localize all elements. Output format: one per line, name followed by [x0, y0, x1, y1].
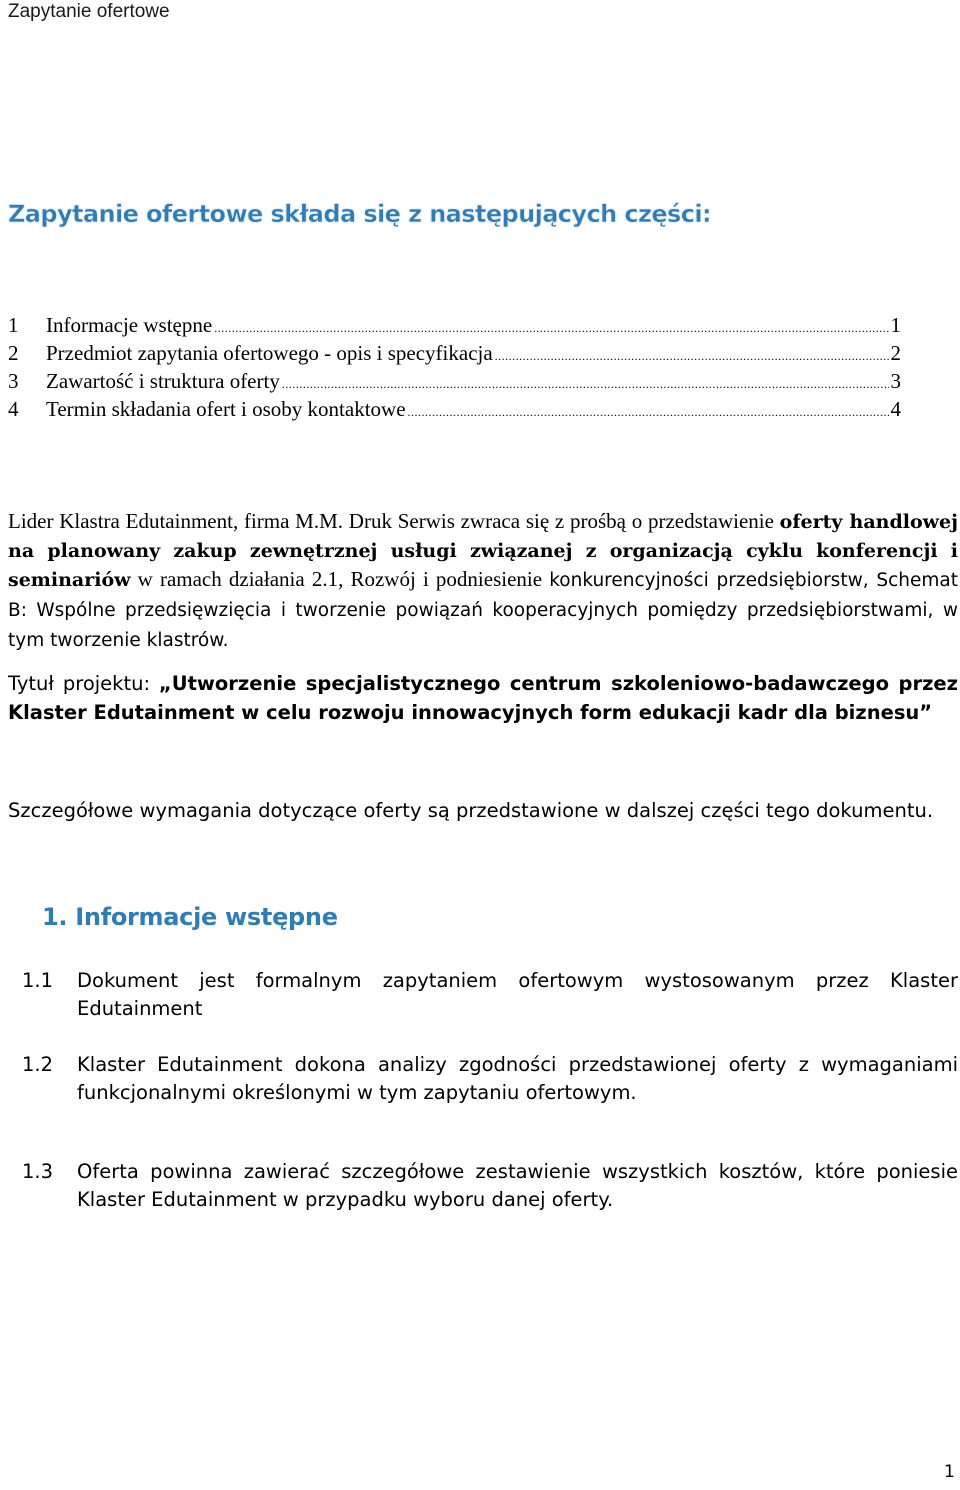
toc-entry-number: 2 [8, 341, 19, 365]
section-item [22, 967, 958, 1023]
section-item-number: 1.3 [22, 1160, 54, 1183]
project-title-label: Tytuł projektu: [8, 672, 159, 695]
toc-entry-page: 3 [890, 369, 901, 393]
toc-entry-text: Przedmiot zapytania ofertowego - opis i specyfikacja [46, 341, 493, 365]
section-item-text: Oferta powinna zawierać szczegółowe zestawienie wszystkich kosztów, które poniesie Klaster Edutainment w przypadku wyboru danej oferty. [77, 1160, 958, 1211]
section-item-number: 1.1 [22, 969, 54, 992]
section-item [22, 1158, 958, 1214]
toc-leader-dots [408, 405, 889, 420]
intro-text-part2: w ramach działania 2.1, Rozwój i podniesienie [130, 567, 550, 591]
document-header-title: Zapytanie ofertowe [8, 1, 170, 22]
toc-entry-page: 4 [890, 397, 901, 421]
toc-entry-number: 4 [8, 397, 19, 421]
section-item [22, 1051, 958, 1107]
toc-leader-dots [282, 377, 889, 392]
toc-entry-text: Zawartość i struktura oferty [46, 369, 280, 393]
toc-entry-text: Informacje wstępne [46, 313, 213, 337]
toc-entry-number: 1 [8, 313, 19, 337]
toc-leader-dots [495, 349, 889, 364]
section-item-text: Dokument jest formalnym zapytaniem ofertowym wystosowanym przez Klaster Edutainment [77, 969, 958, 1020]
toc-entry-page: 1 [890, 313, 901, 337]
intro-paragraph [8, 507, 958, 655]
section-item-number: 1.2 [22, 1053, 54, 1076]
intro-text-part1: Lider Klastra Edutainment, firma M.M. Druk Serwis zwraca się z prośbą o przedstawienie [8, 509, 780, 533]
intro-text-part3: konkurencyjności przedsiębiorstw, Schemat B: Wspólne przedsięwzięcia i tworzenie powiązań kooperacyjnych pomiędzy przedsiębiorstwami, w tym tworzenie klastrów. [8, 570, 958, 651]
main-heading: Zapytanie ofertowe składa się z następujących części: [8, 200, 711, 228]
toc-entry[interactable] [8, 313, 901, 341]
table-of-contents [8, 313, 901, 425]
details-note: Szczegółowe wymagania dotyczące oferty są przedstawione w dalszej części tego dokumentu. [8, 799, 934, 822]
toc-entry-number: 3 [8, 369, 19, 393]
page-number: 1 [944, 1462, 955, 1482]
toc-entry[interactable] [8, 341, 901, 369]
toc-entry-page: 2 [890, 341, 901, 365]
project-title-block [8, 669, 958, 727]
toc-leader-dots [214, 321, 888, 336]
section-item-text: Klaster Edutainment dokona analizy zgodności przedstawionej oferty z wymaganiami funkcjonalnymi określonymi w tym zapytaniu ofertowym. [77, 1053, 958, 1104]
section-heading-introduction: 1. Informacje wstępne [42, 903, 338, 931]
toc-entry[interactable] [8, 369, 901, 397]
toc-entry[interactable] [8, 397, 901, 425]
toc-entry-text: Termin składania ofert i osoby kontaktowe [46, 397, 406, 421]
project-title: „Utworzenie specjalistycznego centrum szkoleniowo-badawczego przez Klaster Edutainment w celu rozwoju innowacyjnych form edukacji kadr dla biznesu” [8, 672, 958, 724]
intro-bold-subject: oferty handlowej na planowany zakup zewnętrznej usługi związanej z organizacją cyklu konferencji i seminariów [8, 511, 958, 591]
